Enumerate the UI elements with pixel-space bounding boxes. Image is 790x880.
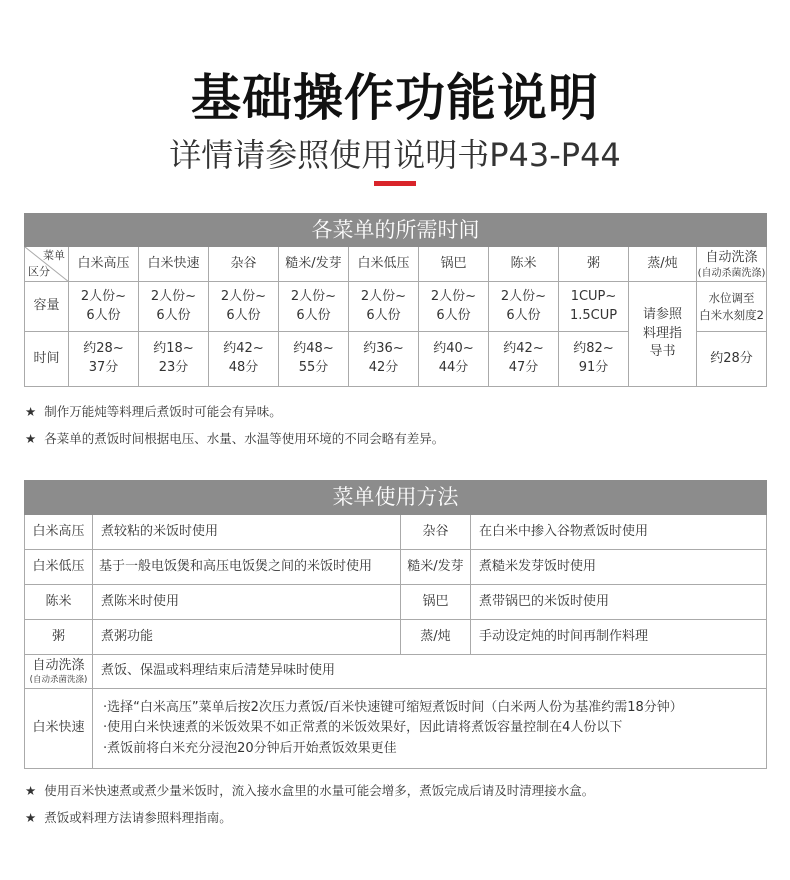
menu-desc: 煮带锅巴的米饭时使用	[471, 585, 767, 620]
capacity-row	[25, 282, 767, 332]
fast-desc-list	[93, 689, 767, 769]
page-title: 基础操作功能说明	[191, 69, 599, 127]
auto-time-cell: 约28分	[697, 332, 767, 387]
usage-row	[25, 550, 767, 585]
note-top-2: ★ 各菜单的煮饭时间根据电压、水量、水温等使用环境的不同会略有差异。	[25, 431, 445, 446]
star-icon: ★	[25, 404, 37, 419]
usage-row-fast	[25, 689, 767, 769]
note-bottom-1: ★ 使用百米快速煮或煮少量米饭时，流入接水盒里的水量可能会增多，煮饭完成后请及时清理接水盒。	[25, 783, 595, 798]
capacity-cell: 2人份~ 6人份	[489, 282, 559, 332]
page-subtitle: 详情请参照使用说明书P43-P44	[169, 136, 621, 174]
capacity-cell: 2人份~ 6人份	[349, 282, 419, 332]
time-cell: 约42~ 47分	[489, 332, 559, 387]
capacity-cell: 2人份~ 6人份	[139, 282, 209, 332]
menu-desc: 煮陈米时使用	[93, 585, 401, 620]
col-header: 白米低压	[349, 247, 419, 282]
usage-row-auto	[25, 655, 767, 689]
menu-name: 粥	[25, 620, 93, 655]
capacity-cell: 2人份~ 6人份	[419, 282, 489, 332]
usage-row	[25, 515, 767, 550]
usage-row	[25, 585, 767, 620]
menu-name: 锅巴	[401, 585, 471, 620]
corner-menu-label: 菜单	[43, 249, 65, 262]
usage-table	[24, 480, 767, 769]
col-header: 陈米	[489, 247, 559, 282]
col-header: 白米高压	[69, 247, 139, 282]
menu-desc: 基于一般电饭煲和高压电饭煲之间的米饭时使用	[93, 550, 401, 585]
menu-desc: 煮粥功能	[93, 620, 401, 655]
menu-name: 白米低压	[25, 550, 93, 585]
auto-wash-sub: (自动杀菌洗涤)	[697, 267, 766, 279]
time-cell: 约36~ 42分	[349, 332, 419, 387]
time-cell: 约42~ 48分	[209, 332, 279, 387]
star-icon: ★	[25, 810, 37, 825]
col-header: 蒸/炖	[629, 247, 697, 282]
time-table-header-row	[25, 247, 767, 282]
auto-capacity-cell: 水位调至 白米水刻度2	[697, 282, 767, 332]
menu-name: 陈米	[25, 585, 93, 620]
menu-name: 白米快速	[25, 689, 93, 769]
usage-row	[25, 620, 767, 655]
col-header: 杂谷	[209, 247, 279, 282]
menu-desc: 手动设定炖的时间再制作料理	[471, 620, 767, 655]
menu-name: 蒸/炖	[401, 620, 471, 655]
menu-name: 白米高压	[25, 515, 93, 550]
steam-note-cell: 请参照 料理指 导书	[629, 282, 697, 387]
col-header-auto	[697, 247, 767, 282]
col-header: 白米快速	[139, 247, 209, 282]
menu-name: 杂谷	[401, 515, 471, 550]
time-cell: 约40~ 44分	[419, 332, 489, 387]
menu-name: 糙米/发芽	[401, 550, 471, 585]
note-bottom-2: ★ 煮饭或料理方法请参照料理指南。	[25, 810, 232, 825]
fast-desc-item: ·煮饭前将白米充分浸泡20分钟后开始煮饭效果更佳	[103, 740, 397, 756]
time-cell: 约82~ 91分	[559, 332, 629, 387]
col-header: 糙米/发芽	[279, 247, 349, 282]
auto-wash-label: 自动洗涤	[32, 658, 85, 674]
row-label: 时间	[25, 332, 69, 387]
menu-name-auto	[25, 655, 93, 689]
capacity-cell: 2人份~ 6人份	[69, 282, 139, 332]
usage-table-title: 菜单使用方法	[25, 481, 767, 515]
col-header: 粥	[559, 247, 629, 282]
col-header: 锅巴	[419, 247, 489, 282]
fast-desc-item: ·使用白米快速煮的米饭效果不如正常煮的米饭效果好，因此请将煮饭容量控制在4人份以下	[103, 720, 623, 736]
time-cell: 约18~ 23分	[139, 332, 209, 387]
auto-wash-sub: (自动杀菌洗涤)	[29, 675, 88, 686]
capacity-cell: 2人份~ 6人份	[279, 282, 349, 332]
menu-desc: 煮糙米发芽饭时使用	[471, 550, 767, 585]
menu-desc: 煮较粘的米饭时使用	[93, 515, 401, 550]
corner-cell	[25, 247, 69, 282]
row-label: 容量	[25, 282, 69, 332]
star-icon: ★	[25, 431, 37, 446]
menu-desc: 在白米中掺入谷物煮饭时使用	[471, 515, 767, 550]
capacity-cell: 1CUP~ 1.5CUP	[559, 282, 629, 332]
fast-desc-item: ·选择“白米高压”菜单后按2次压力煮饭/百米快速键可缩短煮饭时间（白米两人份为基准约需18分钟）	[103, 700, 683, 716]
corner-category-label: 区分	[28, 265, 50, 279]
time-cell: 约48~ 55分	[279, 332, 349, 387]
menu-desc: 煮饭、保温或料理结束后清楚异味时使用	[93, 655, 767, 689]
capacity-cell: 2人份~ 6人份	[209, 282, 279, 332]
star-icon: ★	[25, 783, 37, 798]
auto-wash-label: 自动洗涤	[705, 250, 758, 266]
time-cell: 约28~ 37分	[69, 332, 139, 387]
accent-bar	[374, 181, 416, 186]
time-table-title: 各菜单的所需时间	[25, 214, 767, 247]
time-table	[24, 213, 767, 387]
note-top-1: ★ 制作万能炖等料理后煮饭时可能会有异味。	[25, 404, 282, 419]
